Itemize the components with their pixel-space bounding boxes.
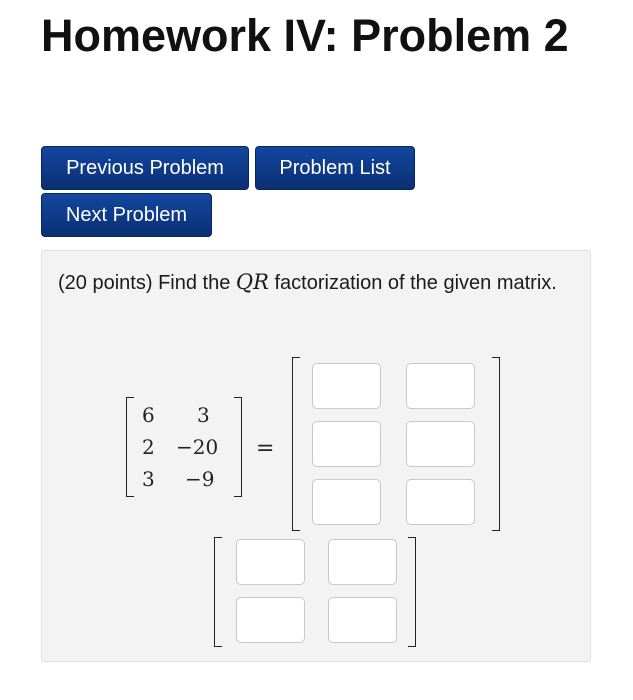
problem-points: (20 points)	[58, 272, 153, 294]
right-bracket	[408, 537, 416, 647]
math-qr: QR	[235, 270, 269, 294]
q-matrix	[292, 357, 500, 533]
r-matrix	[214, 537, 416, 649]
previous-problem-button[interactable]: Previous Problem	[41, 146, 249, 190]
problem-text-after: factorization of the given matrix.	[274, 272, 557, 294]
matrix-cell: 2	[142, 435, 155, 459]
q-answer-input[interactable]	[312, 421, 381, 467]
problem-list-button[interactable]: Problem List	[255, 146, 415, 190]
left-bracket	[126, 397, 134, 497]
problem-text-before: Find the	[158, 272, 231, 294]
q-answer-input[interactable]	[406, 421, 475, 467]
problem-statement	[58, 267, 558, 298]
q-answer-input[interactable]	[312, 479, 381, 525]
given-matrix	[126, 397, 242, 499]
problem-panel	[41, 250, 591, 662]
equals-sign: =	[256, 436, 275, 461]
right-bracket	[492, 357, 500, 531]
left-bracket	[292, 357, 300, 531]
matrix-cell: 6	[142, 403, 155, 427]
next-problem-button[interactable]: Next Problem	[41, 193, 212, 237]
matrix-cell: −20	[176, 435, 219, 459]
r-answer-input[interactable]	[328, 597, 397, 643]
matrix-cell: −9	[185, 467, 215, 491]
r-answer-input[interactable]	[236, 539, 305, 585]
r-answer-input[interactable]	[236, 597, 305, 643]
q-answer-input[interactable]	[312, 363, 381, 409]
right-bracket	[234, 397, 242, 497]
q-answer-input[interactable]	[406, 363, 475, 409]
left-bracket	[214, 537, 222, 647]
page-title: Homework IV: Problem 2	[41, 10, 569, 61]
r-answer-input[interactable]	[328, 539, 397, 585]
matrix-cell: 3	[197, 403, 210, 427]
matrix-cell: 3	[142, 467, 155, 491]
q-answer-input[interactable]	[406, 479, 475, 525]
